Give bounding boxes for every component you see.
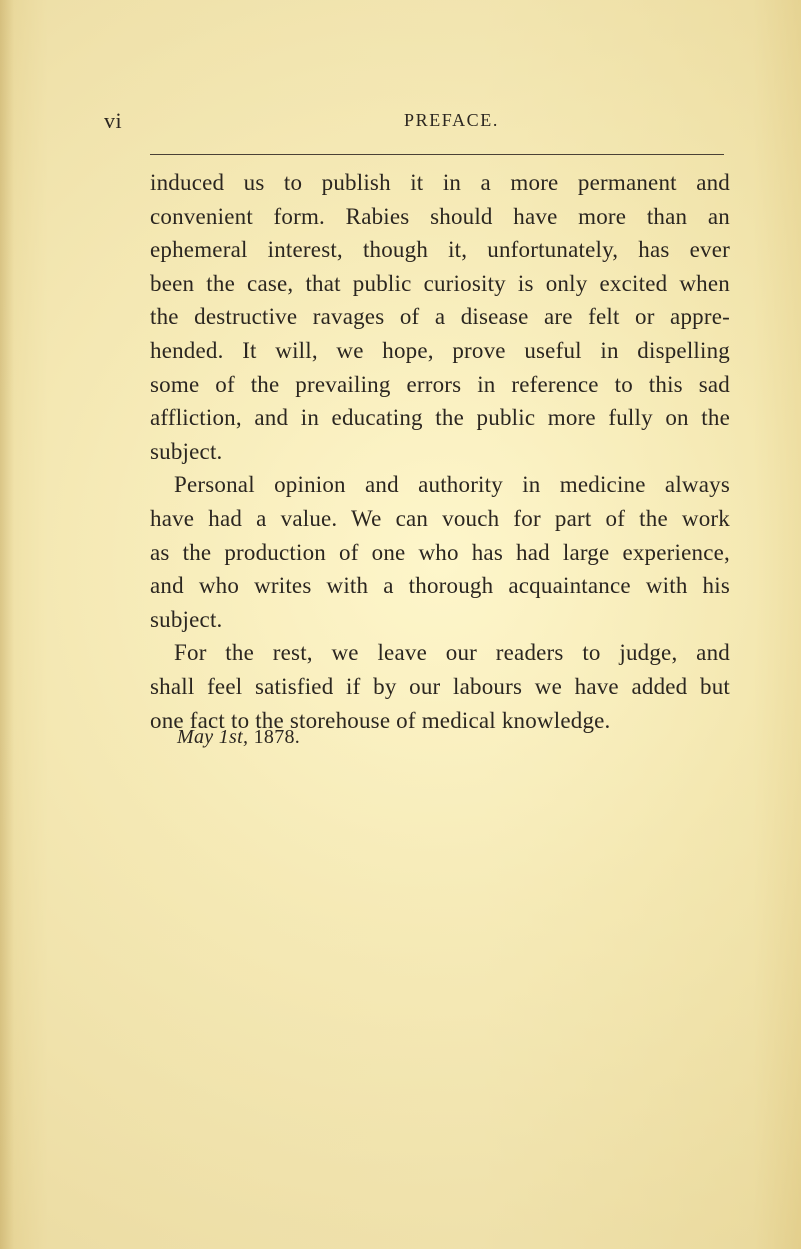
page-number: vi (104, 108, 123, 133)
text-line: subject. (150, 438, 223, 464)
dateline (177, 726, 300, 749)
text-line: subject. (150, 606, 223, 632)
text-line: shall feel satisfied if by our labours we have added but (150, 673, 730, 699)
text-line: some of the prevailing errors in reference to this sad (150, 371, 730, 397)
paragraph-3 (150, 636, 730, 737)
text-line: hended. It will, we hope, prove useful in dispelling (150, 337, 730, 363)
body-text (150, 166, 730, 737)
text-line: have had a value. We can vouch for part of the work (150, 505, 730, 531)
text-line: Personal opinion and authority in medicine always (174, 472, 730, 498)
text-line: and who writes with a thorough acquaintance with his (150, 573, 730, 599)
paragraph-2 (150, 468, 730, 636)
running-head (0, 108, 801, 144)
text-line: For the rest, we leave our readers to judge, and (174, 640, 730, 666)
page-title: PREFACE. (404, 110, 499, 130)
dateline-month-day: May 1st, (177, 726, 249, 748)
text-line: convenient form. Rabies should have more than an (150, 203, 730, 229)
text-line: induced us to publish it in a more permanent and (150, 170, 730, 195)
dateline-year: 1878. (253, 726, 301, 748)
header-rule (150, 154, 724, 155)
text-line: the destructive ravages of a disease are felt or appre- (150, 304, 730, 330)
text-line: as the production of one who has had large experience, (150, 539, 730, 565)
text-line: ephemeral interest, though it, unfortunately, has ever (150, 237, 730, 263)
text-line: been the case, that public curiosity is only excited when (150, 270, 730, 296)
text-line: one fact to the storehouse of medical knowledge. (150, 707, 611, 733)
page-edge-shadow (0, 0, 14, 1249)
text-line: affliction, and in educating the public more fully on the (150, 405, 730, 431)
paragraph-1 (150, 166, 730, 468)
